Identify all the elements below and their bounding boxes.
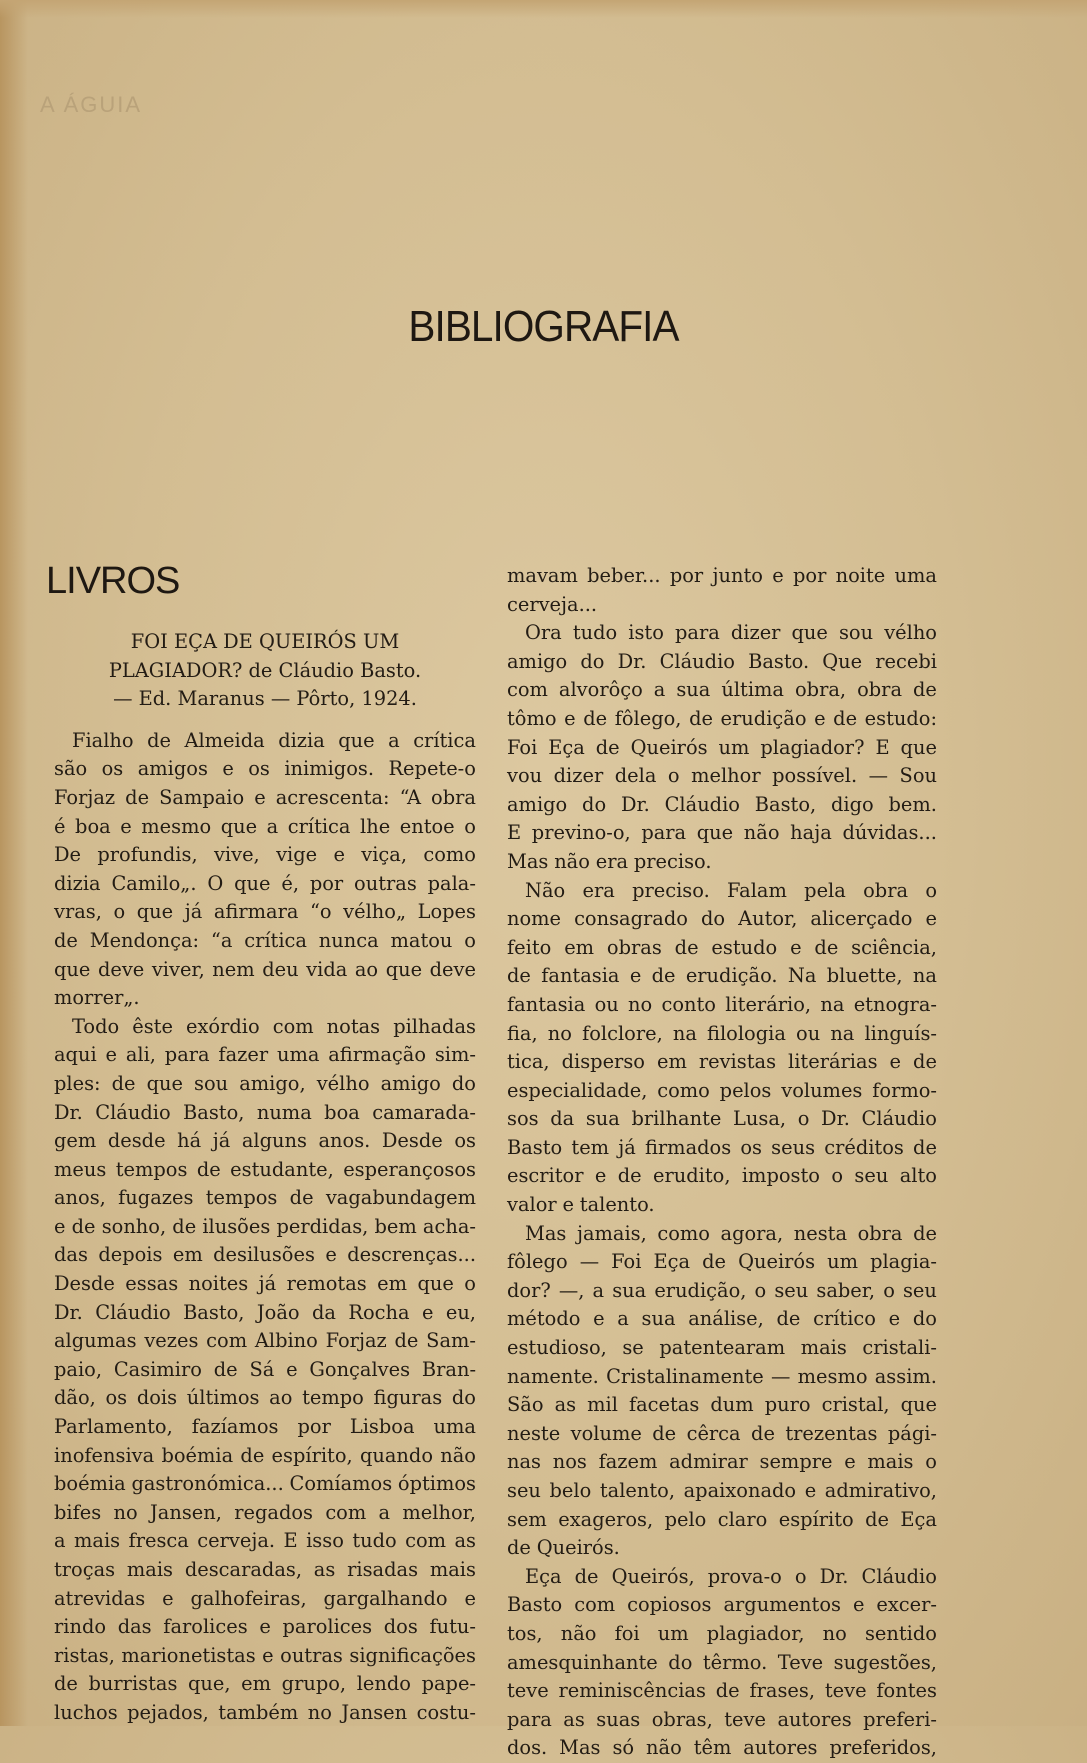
- text-line: dos. Mas só não têm autores preferidos,: [507, 1736, 937, 1760]
- section-heading: LIVROS: [46, 560, 180, 602]
- text-line: gem desde há já alguns anos. Desde os: [54, 1129, 476, 1153]
- text-line: Ora tudo isto para dizer que sou vélho: [525, 621, 937, 645]
- text-line: são os amigos e os inimigos. Repete-o: [54, 757, 476, 781]
- text-line: dão, os dois últimos ao tempo figuras do: [54, 1386, 476, 1410]
- text-line: Dr. Cláudio Basto, numa boa camarada-: [54, 1100, 476, 1124]
- text-line: método e a sua análise, de crítico e do: [507, 1307, 937, 1331]
- text-line: de fantasia e de erudição. Na bluette, na: [507, 964, 937, 988]
- text-line: inofensiva boémia de espírito, quando não: [54, 1443, 476, 1467]
- text-line: nome consagrado do Autor, alicerçado e: [507, 907, 937, 931]
- text-line: mavam beber... por junto e por noite uma: [507, 564, 937, 587]
- page-title: BIBLIOGRAFIA: [408, 302, 679, 351]
- text-line: luchos pejados, também no Jansen costu-: [54, 1700, 476, 1724]
- page-top-shadow: [0, 0, 1087, 18]
- text-line: boémia gastronómica... Comíamos óptimos: [54, 1472, 476, 1496]
- text-line: dor? —, a sua erudição, o seu saber, o seu: [507, 1278, 937, 1302]
- text-line: meus tempos de estudante, esperançosos: [54, 1157, 476, 1181]
- text-line: sos da sua brilhante Lusa, o Dr. Cláudio: [507, 1107, 937, 1131]
- text-line: — Ed. Maranus — Pôrto, 1924.: [113, 687, 417, 711]
- text-line: paio, Casimiro de Sá e Gonçalves Bran-: [54, 1357, 476, 1381]
- text-line: De profundis, vive, vige e viça, como: [54, 843, 476, 867]
- text-line: Não era preciso. Falam pela obra o: [525, 878, 937, 902]
- text-line: São as mil facetas dum puro cristal, que: [507, 1393, 937, 1417]
- text-line: Forjaz de Sampaio e acrescenta: “A obra: [54, 785, 476, 809]
- text-line: cerveja...: [507, 592, 598, 616]
- text-line: Eça de Queirós, prova-o o Dr. Cláudio: [525, 1564, 937, 1588]
- text-line: valor e talento.: [507, 1193, 655, 1217]
- text-line: fia, no folclore, na filologia ou na linguís-: [507, 1021, 937, 1045]
- right-text-column: [507, 562, 937, 1763]
- text-line: Mas não era preciso.: [507, 849, 712, 873]
- text-line: escritor e de erudito, imposto o seu alto: [507, 1164, 937, 1188]
- text-line: amesquinhante do têrmo. Teve sugestões,: [507, 1650, 937, 1674]
- text-line: morrer„.: [54, 986, 140, 1010]
- text-line: amigo do Dr. Cláudio Basto, digo bem.: [507, 792, 937, 816]
- text-line: amigo do Dr. Cláudio Basto. Que recebi: [507, 649, 937, 673]
- page-edge-shadow: [0, 0, 28, 1726]
- text-line: especialidade, como pelos volumes formo-: [507, 1078, 937, 1102]
- text-line: Desde essas noites já remotas em que o: [54, 1272, 476, 1296]
- text-line: de burristas que, em grupo, lendo pape-: [54, 1672, 476, 1696]
- text-line: dizia Camilo„. O que é, por outras pala-: [54, 871, 476, 895]
- running-head: A ÁGUIA: [40, 92, 143, 117]
- paragraph-gap: [54, 714, 476, 727]
- text-line: seu belo talento, apaixonado e admirativo,: [507, 1479, 937, 1502]
- text-line: a mais fresca cerveja. E isso tudo com as: [54, 1529, 476, 1553]
- text-line: FOI EÇA DE QUEIRÓS UM: [130, 630, 400, 653]
- text-line: tos, não foi um plagiador, no sentido: [507, 1621, 937, 1645]
- text-line: Fialho de Almeida dizia que a crítica: [72, 728, 476, 752]
- text-line: PLAGIADOR? de Cláudio Basto.: [108, 658, 422, 682]
- text-line: Todo êste exórdio com notas pilhadas: [72, 1014, 476, 1038]
- text-line: aqui e ali, para fazer uma afirmação sim-: [54, 1043, 476, 1067]
- text-line: nas nos fazem admirar sempre e mais o: [507, 1450, 937, 1474]
- text-line: Basto tem já firmados os seus créditos de: [507, 1135, 937, 1159]
- text-line: ples: de que sou amigo, vélho amigo do: [54, 1071, 476, 1095]
- text-line: com alvorôço a sua última obra, obra de: [507, 678, 937, 702]
- text-line: fantasia ou no conto literário, na etnogra-: [507, 992, 937, 1016]
- text-line: é boa e mesmo que a crítica lhe entoe o: [54, 814, 476, 838]
- text-line: algumas vezes com Albino Forjaz de Sam-: [54, 1329, 476, 1353]
- left-text-column: [54, 628, 476, 1728]
- text-line: vras, o que já afirmara “o vélho„ Lopes: [54, 900, 476, 924]
- text-line: e de sonho, de ilusões perdidas, bem acha-: [54, 1214, 476, 1238]
- text-line: Mas jamais, como agora, nesta obra de: [525, 1221, 937, 1245]
- text-line: Parlamento, fazíamos por Lisboa uma: [54, 1415, 476, 1439]
- text-line: ristas, marionetistas e outras significações: [54, 1643, 476, 1667]
- text-line: Foi Eça de Queirós um plagiador? E que: [507, 735, 937, 759]
- text-line: neste volume de cêrca de trezentas pági-: [507, 1421, 937, 1445]
- text-line: estudioso, se patentearam mais cristali-: [507, 1336, 937, 1360]
- text-line: anos, fugazes tempos de vagabundagem: [54, 1186, 476, 1210]
- text-line: de Queirós.: [507, 1536, 620, 1560]
- text-line: atrevidas e galhofeiras, gargalhando e: [54, 1586, 476, 1610]
- text-line: que deve viver, nem deu vida ao que deve: [54, 957, 476, 981]
- text-line: Dr. Cláudio Basto, João da Rocha e eu,: [54, 1300, 476, 1324]
- text-line: rindo das farolices e parolices dos futu-: [54, 1615, 476, 1639]
- text-line: de Mendonça: “a crítica nunca matou o: [54, 928, 476, 952]
- text-line: fôlego — Foi Eça de Queirós um plagia-: [507, 1250, 937, 1274]
- text-line: sem exageros, pelo claro espírito de Eça: [507, 1507, 937, 1531]
- text-line: tômo e de fôlego, de erudição e de estudo:: [507, 706, 937, 730]
- text-line: troças mais descaradas, as risadas mais: [54, 1558, 476, 1581]
- text-line: para as suas obras, teve autores preferi-: [507, 1707, 937, 1731]
- text-line: namente. Cristalinamente — mesmo assim.: [507, 1364, 937, 1388]
- text-line: das depois em desilusões e descrenças...: [54, 1243, 476, 1267]
- text-line: tica, disperso em revistas literárias e de: [507, 1050, 937, 1074]
- text-line: E previno-o, para que não haja dúvidas...: [507, 821, 937, 845]
- text-line: teve reminiscências de frases, teve fontes: [507, 1679, 937, 1703]
- text-line: bifes no Jansen, regados com a melhor,: [54, 1500, 476, 1524]
- text-line: Basto com copiosos argumentos e excer-: [507, 1593, 937, 1617]
- text-line: feito em obras de estudo e de sciência,: [507, 935, 937, 959]
- text-line: vou dizer dela o melhor possível. — Sou: [507, 764, 937, 788]
